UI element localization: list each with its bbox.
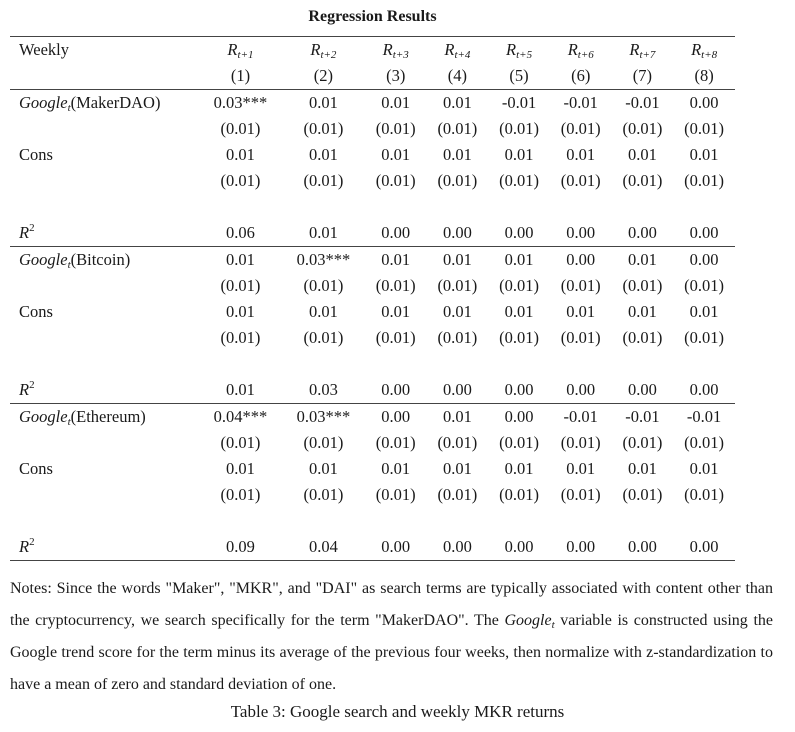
table-cell: (0.01) — [220, 328, 261, 347]
column-number: (7) — [632, 66, 653, 85]
table-cell: (0.01) — [375, 485, 416, 504]
notes-text-1: Notes: Since the words "Maker", "MKR", and "DAI" as search terms are typically associated with content other than the cryptocurrency, we search specifically for the term "MakerDAO". The — [10, 580, 773, 629]
table-cell — [199, 194, 282, 220]
table-cell: 0.00 — [689, 223, 719, 242]
table-cell: 0.00 — [673, 534, 735, 561]
table-cell: 0.06 — [226, 223, 255, 242]
table-cell: (0.01) — [375, 328, 416, 347]
constant-row-label: Cons — [19, 459, 53, 478]
spacer-row-label — [10, 194, 199, 220]
table-cell — [199, 508, 282, 534]
table-cell: 0.04*** — [199, 404, 282, 431]
table-cell: 0.01 — [308, 302, 338, 321]
table-cell: 0.00 — [504, 380, 534, 399]
table-cell: 0.01 — [381, 459, 411, 478]
table-cell: 0.00 — [381, 223, 411, 242]
table-cell — [488, 194, 550, 220]
table-cell: 0.01 — [504, 459, 534, 478]
table-cell: (0.01) — [437, 433, 478, 452]
table-cell: 0.00 — [442, 223, 472, 242]
constant-row — [10, 299, 735, 325]
r-squared-row — [10, 220, 735, 247]
table-cell — [282, 351, 365, 377]
table-cell: (0.01) — [560, 433, 601, 452]
table-cell: (0.01) — [375, 433, 416, 452]
regressor-se-row — [10, 273, 735, 299]
table-cell: (0.01) — [684, 171, 725, 190]
table-cell: 0.01 — [427, 404, 489, 431]
column-header: $R_{t+1}$ — [199, 37, 282, 64]
table-cell: (0.01) — [684, 276, 725, 295]
table-cell — [365, 194, 427, 220]
regressor-se-row-label — [10, 116, 199, 142]
table-cell: (0.01) — [437, 485, 478, 504]
spacer-row — [10, 508, 735, 534]
table-cell: 0.00 — [550, 534, 612, 561]
table-cell: 0.00 — [365, 404, 427, 431]
table-cell: 0.01 — [612, 247, 674, 274]
regressor-se-row — [10, 116, 735, 142]
table-cell: 0.01 — [226, 145, 255, 164]
table-cell: (0.01) — [437, 171, 478, 190]
table-cell: (0.01) — [622, 171, 663, 190]
r-squared-row-label: $R^2$ — [19, 222, 35, 242]
table-cell: 0.03*** — [282, 404, 365, 431]
table-cell: (0.01) — [684, 433, 725, 452]
r-squared-row — [10, 534, 735, 561]
regressor-se-row-label — [10, 430, 199, 456]
table-cell — [199, 351, 282, 377]
table-cell: (0.01) — [499, 276, 539, 295]
table-cell: 0.01 — [566, 145, 596, 164]
table-cell: 0.00 — [566, 380, 596, 399]
table-cell: (0.01) — [684, 119, 725, 138]
table-cell: 0.00 — [442, 380, 472, 399]
r-squared-row — [10, 377, 735, 404]
table-cell — [673, 194, 735, 220]
regressor-row — [10, 90, 735, 117]
table-cell: 0.01 — [226, 302, 255, 321]
table-cell: (0.01) — [375, 276, 416, 295]
column-header: $R_{t+4}$ — [427, 37, 489, 64]
table-cell: 0.03*** — [199, 90, 282, 117]
header-row-numbers — [10, 63, 735, 90]
spacer-row-label — [10, 508, 199, 534]
table-cell: (0.01) — [499, 171, 539, 190]
table-cell: -0.01 — [550, 90, 612, 117]
table-cell: 0.09 — [199, 534, 282, 561]
table-cell — [427, 508, 489, 534]
table-cell: 0.01 — [308, 459, 338, 478]
table-cell: (0.01) — [684, 485, 725, 504]
table-cell: (0.01) — [220, 171, 261, 190]
table-cell: (0.01) — [622, 276, 663, 295]
table-cell: 0.00 — [689, 380, 719, 399]
column-header: $R_{t+5}$ — [488, 37, 550, 64]
table-cell: (0.01) — [220, 485, 261, 504]
table-cell — [365, 508, 427, 534]
table-cell: (0.01) — [375, 171, 416, 190]
constant-row-label: Cons — [19, 302, 53, 321]
constant-se-row-label — [10, 482, 199, 508]
column-header: $R_{t+8}$ — [673, 37, 735, 64]
table-cell: 0.01 — [689, 145, 719, 164]
notes-text-2: variable is constructed using the Google trend score for the term minus its average of the previous four weeks, then normalize with z-standardization to have a mean of zero and standard deviation of one. — [10, 612, 773, 693]
constant-row — [10, 456, 735, 482]
table-cell: (0.01) — [622, 119, 663, 138]
table-cell: (0.01) — [622, 328, 663, 347]
regression-table — [10, 36, 735, 561]
table-cell — [612, 351, 674, 377]
table-cell: (0.01) — [437, 328, 478, 347]
stub-header: Weekly — [10, 37, 199, 64]
table-cell: 0.01 — [689, 302, 719, 321]
table-cell: (0.01) — [560, 485, 601, 504]
table-cell — [673, 508, 735, 534]
table-cell — [488, 508, 550, 534]
table-cell — [427, 351, 489, 377]
regressor-row — [10, 247, 735, 274]
table-cell — [282, 508, 365, 534]
table-notes — [10, 573, 773, 701]
constant-se-row-label — [10, 325, 199, 351]
table-cell: 0.01 — [442, 145, 472, 164]
column-number: (8) — [694, 66, 714, 85]
table-cell: (0.01) — [375, 119, 416, 138]
table-cell: 0.01 — [381, 302, 411, 321]
table-cell: 0.04 — [282, 534, 365, 561]
table-cell: 0.01 — [308, 223, 338, 242]
table-cell: 0.01 — [427, 247, 489, 274]
constant-se-row — [10, 325, 735, 351]
table-cell: 0.01 — [365, 90, 427, 117]
table-cell: (0.01) — [220, 276, 261, 295]
table-cell: 0.01 — [282, 90, 365, 117]
table-cell: -0.01 — [612, 404, 674, 431]
r-squared-row-label: $R^2$ — [19, 379, 35, 399]
table-cell: 0.01 — [566, 302, 596, 321]
column-header: $R_{t+6}$ — [550, 37, 612, 64]
table-cell: 0.00 — [566, 223, 596, 242]
constant-se-row — [10, 482, 735, 508]
table-cell: 0.00 — [488, 404, 550, 431]
table-cell: 0.01 — [308, 145, 338, 164]
regressor-row-label: Google$_t$(Ethereum) — [10, 404, 199, 431]
table-cell: 0.00 — [504, 223, 534, 242]
table-cell: 0.01 — [504, 145, 534, 164]
regressor-row — [10, 404, 735, 431]
table-cell: -0.01 — [550, 404, 612, 431]
table-cell: 0.01 — [627, 145, 657, 164]
table-cell: (0.01) — [220, 119, 261, 138]
table-cell: 0.00 — [673, 247, 735, 274]
table-cell: (0.01) — [303, 119, 344, 138]
column-header: $R_{t+2}$ — [282, 37, 365, 64]
constant-se-row-label — [10, 168, 199, 194]
column-number: (1) — [230, 66, 251, 85]
table-cell: (0.01) — [622, 433, 663, 452]
table-cell: 0.01 — [226, 459, 255, 478]
spacer-row — [10, 351, 735, 377]
table-cell: 0.00 — [612, 534, 674, 561]
table-cell: 0.00 — [550, 247, 612, 274]
table-cell: (0.01) — [303, 276, 344, 295]
column-header: $R_{t+3}$ — [365, 37, 427, 64]
constant-row — [10, 142, 735, 168]
column-header: $R_{t+7}$ — [612, 37, 674, 64]
table-cell: -0.01 — [488, 90, 550, 117]
column-number: (4) — [447, 66, 467, 85]
table-cell: 0.01 — [365, 247, 427, 274]
table-cell: (0.01) — [499, 433, 539, 452]
r-squared-row-label: $R^2$ — [10, 534, 199, 561]
table-cell: 0.03*** — [282, 247, 365, 274]
table-cell: (0.01) — [560, 276, 601, 295]
table-cell: 0.01 — [488, 247, 550, 274]
table-cell: 0.01 — [627, 302, 657, 321]
table-cell: (0.01) — [303, 328, 344, 347]
notes-variable: Google$_t$ — [504, 612, 555, 631]
constant-se-row — [10, 168, 735, 194]
column-number: (2) — [313, 66, 334, 85]
table-title: Regression Results — [308, 8, 437, 25]
table-cell: (0.01) — [303, 171, 344, 190]
table-cell — [550, 351, 612, 377]
table-cell — [673, 351, 735, 377]
table-cell: 0.01 — [381, 145, 411, 164]
table-cell: 0.00 — [427, 534, 489, 561]
spacer-row-label — [10, 351, 199, 377]
column-number: (6) — [571, 66, 591, 85]
table-cell: 0.01 — [566, 459, 596, 478]
table-cell: 0.01 — [427, 90, 489, 117]
spacer-row — [10, 194, 735, 220]
table-cell: (0.01) — [560, 328, 601, 347]
table-cell: 0.03 — [308, 380, 338, 399]
table-cell: (0.01) — [499, 328, 539, 347]
table-cell: (0.01) — [437, 119, 478, 138]
table-cell — [550, 508, 612, 534]
table-cell: -0.01 — [673, 404, 735, 431]
table-cell: (0.01) — [303, 433, 344, 452]
table-cell — [488, 351, 550, 377]
table-cell: (0.01) — [499, 119, 539, 138]
table-cell: 0.00 — [381, 380, 411, 399]
header-row-vars — [10, 37, 735, 64]
table-caption: Table 3: Google search and weekly MKR returns — [230, 702, 565, 721]
table-cell: 0.01 — [442, 459, 472, 478]
regressor-row-label: Google$_t$(Bitcoin) — [10, 247, 199, 274]
regressor-se-row — [10, 430, 735, 456]
table-cell: 0.00 — [365, 534, 427, 561]
table-body — [10, 90, 735, 561]
regressor-se-row-label — [10, 273, 199, 299]
table-cell: (0.01) — [622, 485, 663, 504]
column-number: (3) — [386, 66, 406, 85]
table-cell: (0.01) — [303, 485, 344, 504]
table-cell — [427, 194, 489, 220]
table-cell: 0.01 — [689, 459, 719, 478]
table-cell: 0.00 — [627, 223, 657, 242]
table-cell: -0.01 — [612, 90, 674, 117]
table-cell — [612, 508, 674, 534]
table-cell: 0.01 — [199, 247, 282, 274]
table-cell: (0.01) — [220, 433, 261, 452]
table-cell: 0.01 — [504, 302, 534, 321]
table-cell: (0.01) — [560, 119, 601, 138]
table-cell: 0.01 — [627, 459, 657, 478]
table-cell: 0.01 — [442, 302, 472, 321]
table-cell — [550, 194, 612, 220]
constant-row-label: Cons — [19, 145, 53, 164]
table-cell: 0.00 — [673, 90, 735, 117]
table-cell: (0.01) — [437, 276, 478, 295]
table-cell — [282, 194, 365, 220]
table-cell: (0.01) — [499, 485, 539, 504]
table-cell — [365, 351, 427, 377]
table-cell — [612, 194, 674, 220]
column-number: (5) — [509, 66, 529, 85]
table-cell: (0.01) — [684, 328, 725, 347]
regressor-row-label: Google$_t$(MakerDAO) — [10, 90, 199, 117]
table-cell: 0.01 — [226, 380, 255, 399]
table-cell: 0.00 — [488, 534, 550, 561]
table-cell: 0.00 — [627, 380, 657, 399]
table-cell: (0.01) — [560, 171, 601, 190]
